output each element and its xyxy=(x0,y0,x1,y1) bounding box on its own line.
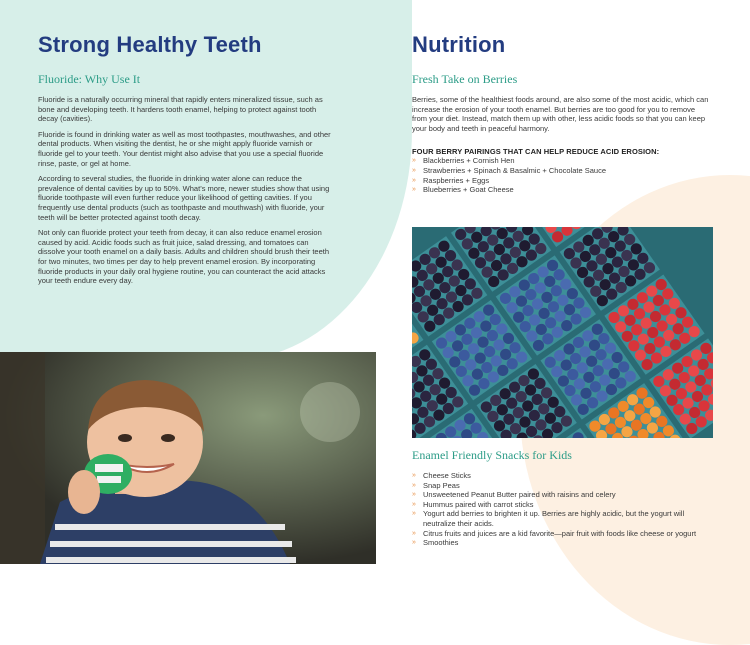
subtitle-snacks: Enamel Friendly Snacks for Kids xyxy=(412,448,572,462)
right-column xyxy=(412,32,712,195)
chevron-right-icon: » xyxy=(412,500,416,508)
paragraph: Fluoride is a naturally occurring mineral that rapidly enters mineralized tissue, such as bone and developing teeth. It hardens tooth enamel, helping to protect against tooth decay (cavities). xyxy=(38,95,323,124)
list-item: » Yogurt add berries to brighten it up. Berries are highly acidic, but the yogurt will neutralize their acids. xyxy=(412,509,685,528)
chevron-right-icon: » xyxy=(412,481,416,489)
list-item: » Cheese Sticks xyxy=(412,471,471,480)
fluoride-article xyxy=(38,95,336,286)
snacks-list xyxy=(412,471,712,548)
list-item: » Unsweetened Peanut Butter paired with raisins and celery xyxy=(412,490,616,500)
boy-illustration xyxy=(0,352,376,564)
photo-berry-baskets xyxy=(412,227,713,438)
list-item: » Citrus fruits and juices are a kid favorite—pair fruit with foods like cheese or yogurt xyxy=(412,528,697,538)
chevron-right-icon: » xyxy=(412,491,416,499)
snacks-section xyxy=(412,448,712,548)
photo-boy-with-teeth-model xyxy=(0,352,376,564)
list-item: » Blackberries + Cornish Hen xyxy=(412,156,515,166)
chevron-right-icon: » xyxy=(412,186,416,194)
pairings-list xyxy=(412,156,712,194)
chevron-right-icon: » xyxy=(412,472,416,479)
pairings-heading: FOUR BERRY PAIRINGS THAT CAN HELP REDUCE ACID EROSION: xyxy=(412,147,660,157)
chevron-right-icon: » xyxy=(412,176,416,184)
berries-intro: Berries, some of the healthiest foods around, are also some of the most acidic, which can increase the erosion of your tooth enamel. But berries are too good for you to remove from your diet. Instead, match them up with other, less acidic foods so that you can keep your body and teeth in peaceful harmony. xyxy=(412,95,709,133)
page-title-nutrition: Nutrition xyxy=(412,32,506,57)
chevron-right-icon: » xyxy=(412,539,416,547)
subtitle-berries: Fresh Take on Berries xyxy=(412,72,518,86)
chevron-right-icon: » xyxy=(412,157,416,165)
list-item: » Snap Peas xyxy=(412,480,460,490)
chevron-right-icon: » xyxy=(412,510,416,518)
list-item: » Smoothies xyxy=(412,538,459,548)
subtitle-fluoride: Fluoride: Why Use It xyxy=(38,72,141,86)
list-item: » Blueberries + Goat Cheese xyxy=(412,185,514,195)
chevron-right-icon: » xyxy=(412,166,416,174)
berries-illustration xyxy=(412,227,713,438)
paragraph: Fluoride is found in drinking water as well as most toothpastes, mouthwashes, and other dental products. When visiting the dentist, he or she might apply fluoride varnish or fluoride gel to your teeth. Your dentist might also advise that you use a special fluoride rinse, paste, or gel at home. xyxy=(38,129,331,168)
list-item: » Strawberries + Spinach & Basalmic + Chocolate Sauce xyxy=(412,165,607,175)
paragraph: According to several studies, the fluoride in drinking water alone can reduce the prevalence of dental cavities by up to 50%. What’s more, newer studies show that using fluoride toothpaste will even further reduce your likelihood of getting cavities. If you frequently use dental products (such as toothpaste and mouthwash) with fluoride, your teeth will be better protected against tooth decay. xyxy=(38,174,330,222)
list-item: » Hummus paired with carrot sticks xyxy=(412,499,534,509)
paragraph: Not only can fluoride protect your teeth from decay, it can also reduce enamel erosion caused by acid. Acidic foods such as fruit juice, salad dressing, and tomatoes can dissolve your tooth enamel on a daily basis. Adults and children should brush their teeth for two minutes, two times per day to help prevent enamel erosion. By incorporating fluoride products in your daily oral hygiene routine, you can counteract the acid attacks your teeth endure every day. xyxy=(38,228,330,286)
chevron-right-icon: » xyxy=(412,529,416,537)
left-column xyxy=(38,32,336,292)
page-title-teeth: Strong Healthy Teeth xyxy=(38,32,262,57)
list-item: » Raspberries + Eggs xyxy=(412,175,490,185)
